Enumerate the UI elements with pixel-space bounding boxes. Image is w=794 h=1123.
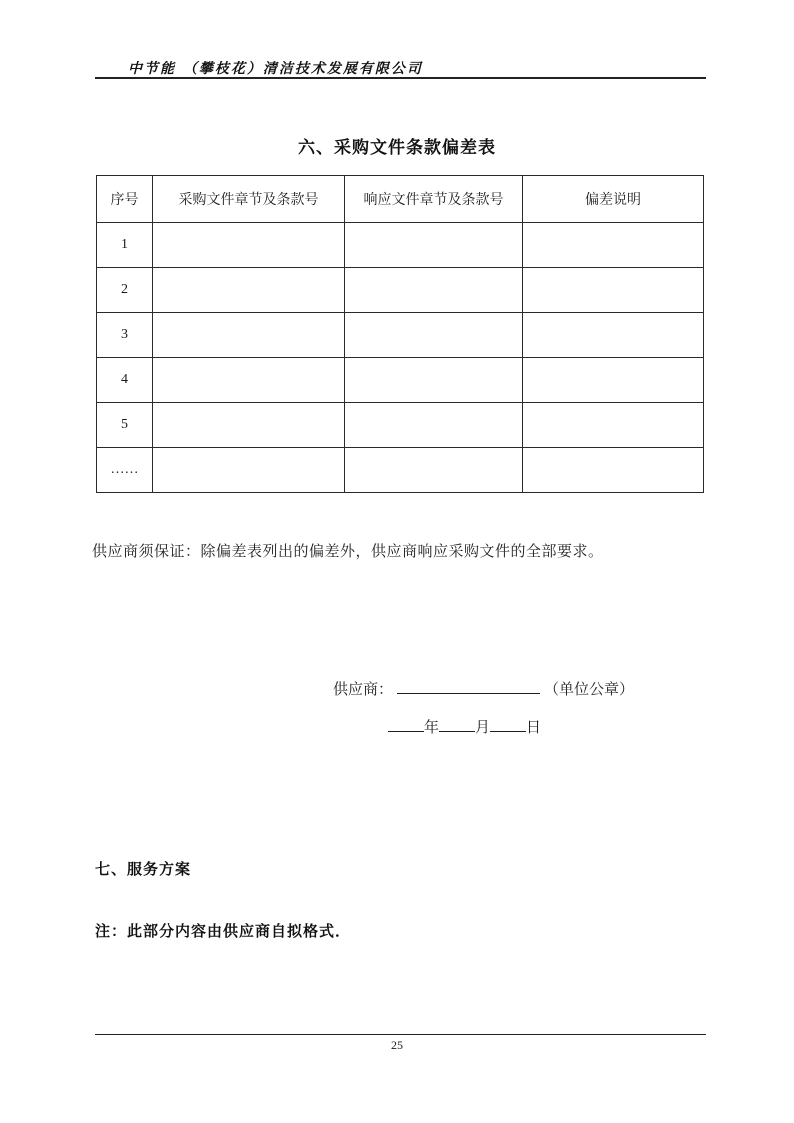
header-company-name: 中节能 （攀枝花）清洁技术发展有限公司 (128, 61, 423, 77)
row-seq: 2 (97, 268, 153, 313)
header-rule (95, 77, 706, 79)
table-row (97, 268, 704, 313)
table-header-row (97, 176, 704, 223)
footer-rule (95, 1034, 706, 1035)
row-seq: 4 (97, 358, 153, 403)
day-blank (490, 717, 526, 732)
row-procurement-clause (153, 223, 345, 268)
row-deviation-note (523, 403, 704, 448)
deviation-table (96, 175, 704, 493)
page-number: 25 (391, 1038, 403, 1052)
row-deviation-note (523, 358, 704, 403)
row-procurement-clause (153, 313, 345, 358)
row-procurement-clause (153, 268, 345, 313)
year-label: 年 (424, 720, 440, 736)
date-line (388, 716, 541, 737)
row-response-clause (345, 268, 523, 313)
table-row (97, 313, 704, 358)
row-seq: 1 (97, 223, 153, 268)
row-deviation-note (523, 448, 704, 493)
supplier-signature-line (333, 678, 634, 699)
supplier-name-blank (397, 679, 540, 694)
table-row (97, 358, 704, 403)
row-response-clause (345, 223, 523, 268)
col-header-procurement-clause: 采购文件章节及条款号 (153, 176, 345, 223)
row-response-clause (345, 448, 523, 493)
day-label: 日 (526, 720, 542, 736)
row-response-clause (345, 313, 523, 358)
note-text: 注：此部分内容由供应商自拟格式． (95, 923, 352, 940)
col-header-response-clause: 响应文件章节及条款号 (345, 176, 523, 223)
col-header-seq: 序号 (97, 176, 153, 223)
seal-label: （单位公章） (544, 682, 635, 698)
row-procurement-clause (153, 448, 345, 493)
year-blank (388, 717, 424, 732)
row-seq: …… (97, 448, 153, 493)
row-procurement-clause (153, 403, 345, 448)
row-response-clause (345, 358, 523, 403)
row-deviation-note (523, 223, 704, 268)
supplier-label: 供应商： (333, 682, 394, 698)
row-seq: 5 (97, 403, 153, 448)
row-seq: 3 (97, 313, 153, 358)
row-procurement-clause (153, 358, 345, 403)
table-row (97, 448, 704, 493)
row-response-clause (345, 403, 523, 448)
table-row (97, 403, 704, 448)
month-blank (439, 717, 475, 732)
col-header-deviation-note: 偏差说明 (523, 176, 704, 223)
row-deviation-note (523, 268, 704, 313)
guarantee-text: 供应商须保证：除偏差表列出的偏差外，供应商响应采购文件的全部要求。 (92, 544, 604, 560)
section-seven-title: 七、服务方案 (95, 861, 192, 878)
month-label: 月 (475, 720, 491, 736)
table-row (97, 223, 704, 268)
row-deviation-note (523, 313, 704, 358)
page-title: 六、采购文件条款偏差表 (298, 138, 496, 157)
